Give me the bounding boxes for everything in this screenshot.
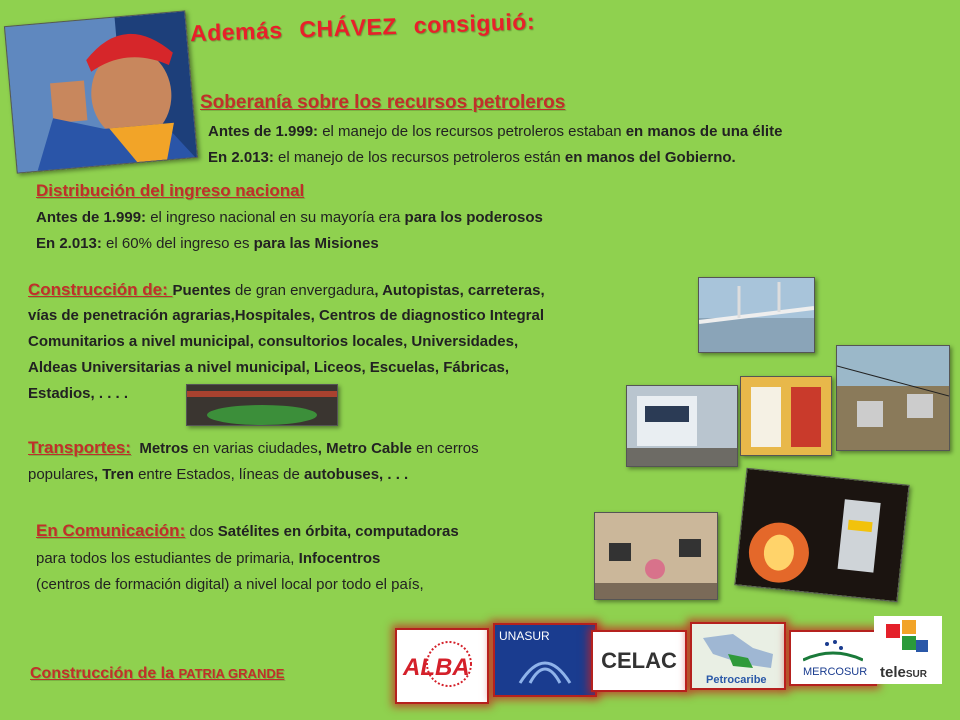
distribucion-line-1 [36,208,543,228]
cable-car-photo [836,345,950,451]
telesur-logo [874,616,942,684]
transportes-line-1 [28,438,479,459]
page-title [190,8,546,47]
patria-emph: PATRIA GRANDE [178,666,285,681]
portrait-photo [4,10,198,173]
construccion-line-2: vías de penetración agrarias,Hospitales, Centros de diagnostico Integral [28,307,544,324]
comunicacion-l2-b: Infocentros [298,550,381,567]
mercosur-text: MERCOSUR [803,666,868,678]
satellite-launch-photo [734,468,909,602]
soberania-l2-c: en manos del Gobierno. [564,149,736,166]
comunicacion-line-1 [36,521,459,542]
soberania-l1-c: en manos de una élite [625,123,783,140]
alba-logo [395,628,489,704]
distribucion-l1-c: para los poderosos [404,209,543,226]
transportes-heading: Transportes: [28,438,131,457]
construccion-line-1 [28,280,545,301]
comunicacion-l1-a: dos [185,523,218,540]
soberania-l2-a: En 2.013: [208,149,274,166]
construccion-l1-a: Puentes [172,282,231,299]
transportes-l1-a: Metros [139,440,189,457]
alba-text: ALBA [403,654,470,681]
soberania-heading: Soberanía sobre los recursos petroleros [200,92,566,113]
construccion-line-5: Estadios, . . . . [28,385,129,402]
distribucion-line-2 [36,234,379,254]
distribucion-l2-b: el 60% del ingreso es [101,235,254,252]
comunicacion-line-2 [36,549,380,569]
construccion-l1-b: de gran envergadura [230,282,375,299]
bridge-photo [698,277,815,353]
celac-logo [591,630,687,692]
transportes-l1-b: en varias ciudades [188,440,318,457]
title-word-3: consiguió: [413,8,536,39]
comunicacion-line-3: (centros de formación digital) a nivel local por todo el país, [36,576,424,593]
patria-grande-label [30,665,284,683]
transportes-l2-d: autobuses, . . . [304,466,409,483]
telesur-text-a: tele [880,664,906,681]
soberania-l1-b: el manejo de los recursos petroleros estaban [318,123,626,140]
comunicacion-heading: En Comunicación: [36,521,186,540]
construccion-l1-c: , Autopistas, carreteras, [374,282,545,299]
telesur-text-b: SUR [905,669,927,680]
soberania-l1-a: Antes de 1.999: [208,123,319,140]
petrocaribe-text: Petrocaribe [706,674,767,686]
construccion-line-4: Aldeas Universitarias a nivel municipal, Liceos, Escuelas, Fábricas, [28,359,510,376]
petrocaribe-logo [690,622,786,690]
transportes-line-2 [28,465,408,485]
soberania-line-1 [208,122,782,142]
unasur-text: UNASUR [499,629,550,643]
comunicacion-l2-a: para todos los estudiantes de primaria, [36,550,299,567]
distribucion-heading: Distribución del ingreso nacional [36,181,305,200]
transportes-l2-a: populares [28,466,94,483]
metro-photo [740,376,832,456]
transportes-l1-c: , Metro Cable [317,440,412,457]
telesur-text [880,664,927,681]
construccion-line-3: Comunitarios a nivel municipal, consultorios locales, Universidades, [28,333,519,350]
unasur-logo [493,623,597,697]
train-photo [626,385,738,467]
construccion-heading: Construcción de: [28,280,173,299]
transportes-l1-d: en cerros [411,440,479,457]
mercosur-logo [789,630,877,686]
distribucion-l2-a: En 2.013: [36,235,102,252]
distribucion-l1-b: el ingreso nacional en su mayoría era [146,209,405,226]
celac-text: CELAC [601,648,677,673]
soberania-line-2 [208,148,736,168]
distribucion-l2-c: para las Misiones [253,235,379,252]
comunicacion-l1-b: Satélites en órbita, computadoras [217,523,459,540]
transportes-l2-c: entre Estados, líneas de [133,466,305,483]
soberania-l2-b: el manejo de los recursos petroleros están [273,149,565,166]
transportes-l2-b: , Tren [93,466,134,483]
distribucion-l1-a: Antes de 1.999: [36,209,147,226]
computer-lab-photo [594,512,718,600]
title-word-2: CHÁVEZ [298,12,398,43]
patria-label: Construcción de la [30,665,179,682]
stadium-photo [186,384,338,426]
title-word-1: Además [189,16,283,47]
